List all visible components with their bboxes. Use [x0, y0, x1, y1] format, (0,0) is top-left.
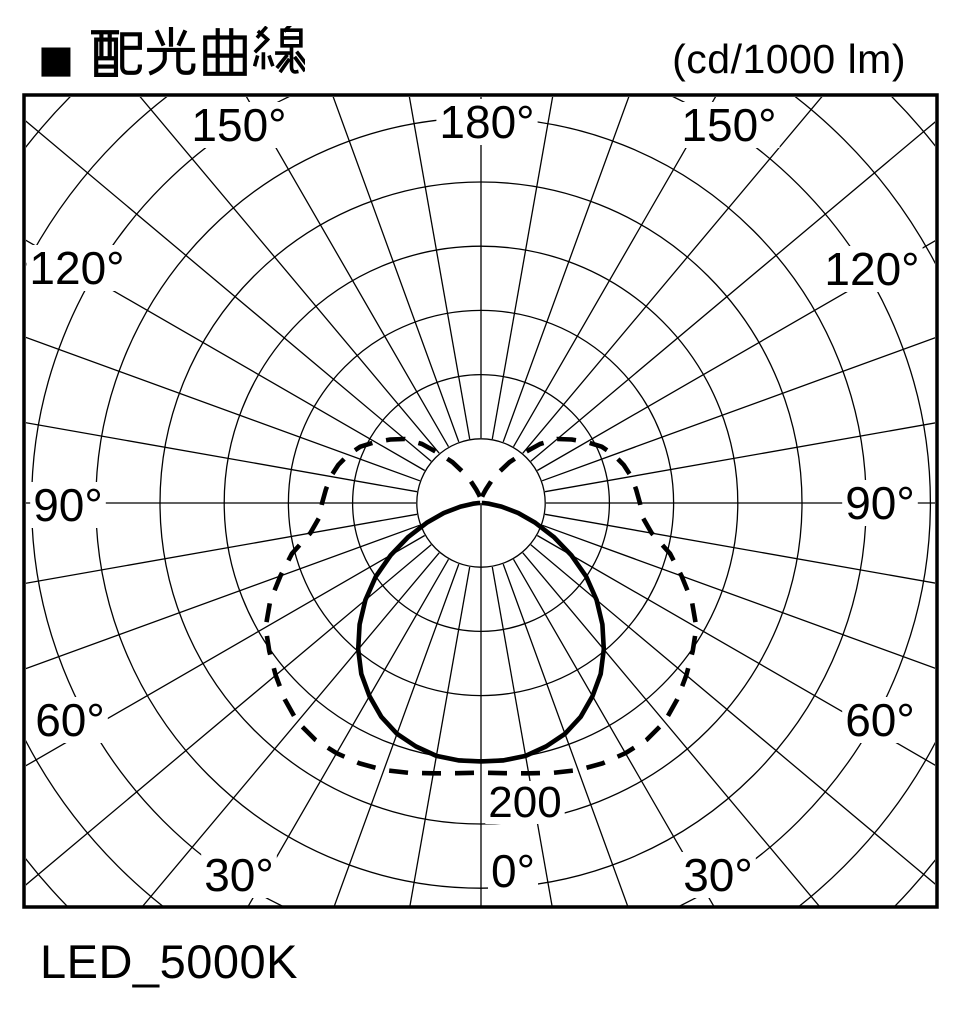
angle-label-150-right: 150°: [681, 99, 777, 151]
unit-label: (cd/1000 lm): [672, 36, 906, 82]
angle-label-180: 180°: [439, 96, 535, 148]
angle-label-30-left: 30°: [204, 849, 274, 901]
label-backgrounds: [26, 99, 922, 898]
angle-label-60-left: 60°: [35, 694, 105, 746]
angle-label-120-left: 120°: [29, 242, 125, 294]
ring-value-label: 200: [488, 778, 562, 827]
angle-label-90-right: 90°: [845, 477, 915, 529]
angle-label-30-right: 30°: [683, 849, 753, 901]
angle-labels: [29, 96, 919, 901]
source-label: LED_5000K: [40, 935, 298, 988]
angle-label-150-left: 150°: [191, 99, 287, 151]
angle-label-90-left: 90°: [33, 479, 103, 531]
angle-label-0: 0°: [491, 845, 535, 897]
title-bullet-square-icon: ■: [38, 37, 74, 81]
angle-label-120-right: 120°: [824, 243, 920, 295]
angle-label-60-right: 60°: [845, 694, 915, 746]
